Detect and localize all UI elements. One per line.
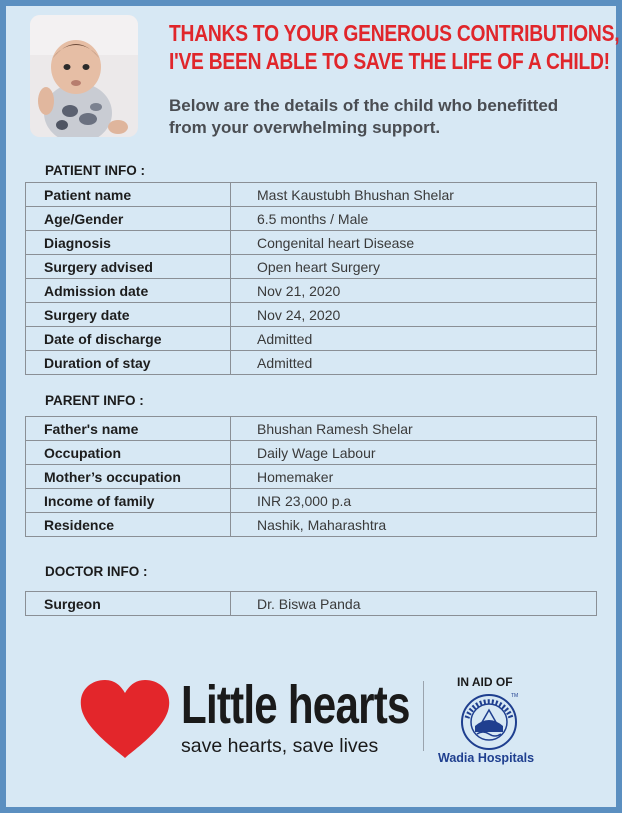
table-row	[26, 465, 597, 489]
patient-info-table	[25, 182, 597, 375]
brand-tagline: save hearts, save lives	[181, 735, 379, 757]
divider	[423, 681, 424, 751]
child-photo	[30, 15, 138, 137]
headline-line-1: THANKS TO YOUR GENEROUS CONTRIBUTIONS,	[169, 20, 620, 46]
row-value: Admitted	[231, 351, 597, 375]
row-value: Nashik, Maharashtra	[231, 513, 597, 537]
doctor-info-title: DOCTOR INFO :	[45, 564, 148, 579]
headline	[169, 19, 620, 75]
table-row	[26, 351, 597, 375]
table-row	[26, 327, 597, 351]
row-label: Mother’s occupation	[26, 465, 231, 489]
row-value: Admitted	[231, 327, 597, 351]
row-value: Dr. Biswa Panda	[231, 592, 597, 616]
row-value: Homemaker	[231, 465, 597, 489]
table-row	[26, 255, 597, 279]
table-row	[26, 279, 597, 303]
row-label: Income of family	[26, 489, 231, 513]
hospital-name: Wadia Hospitals	[438, 751, 535, 765]
seal-tm: TM	[511, 693, 519, 699]
row-value: 6.5 months / Male	[231, 207, 597, 231]
row-value: Congenital heart Disease	[231, 231, 597, 255]
in-aid-of-label: IN AID OF	[457, 675, 513, 689]
row-value: Nov 24, 2020	[231, 303, 597, 327]
wadia-seal-logo	[457, 688, 521, 752]
subline-line-1: Below are the details of the child who benefitted	[169, 96, 559, 115]
row-value: Nov 21, 2020	[231, 279, 597, 303]
row-value: INR 23,000 p.a	[231, 489, 597, 513]
subline	[169, 95, 609, 139]
table-row	[26, 303, 597, 327]
row-label: Surgeon	[26, 592, 231, 616]
table-row	[26, 183, 597, 207]
row-label: Date of discharge	[26, 327, 231, 351]
doctor-info-table	[25, 591, 597, 616]
row-label: Admission date	[26, 279, 231, 303]
brand-footer	[79, 675, 599, 785]
row-label: Surgery advised	[26, 255, 231, 279]
donation-card	[6, 6, 620, 807]
table-row	[26, 231, 597, 255]
table-row	[26, 489, 597, 513]
row-label: Residence	[26, 513, 231, 537]
parent-info-table	[25, 416, 597, 537]
row-label: Patient name	[26, 183, 231, 207]
parent-info-title: PARENT INFO :	[45, 393, 144, 408]
row-label: Diagnosis	[26, 231, 231, 255]
patient-info-title: PATIENT INFO :	[45, 163, 145, 178]
child-photo-image	[30, 15, 138, 137]
row-label: Surgery date	[26, 303, 231, 327]
row-value: Mast Kaustubh Bhushan Shelar	[231, 183, 597, 207]
table-row	[26, 592, 597, 616]
table-row	[26, 417, 597, 441]
headline-line-2: I'VE BEEN ABLE TO SAVE THE LIFE OF A CHILD!	[169, 48, 610, 74]
row-value: Open heart Surgery	[231, 255, 597, 279]
row-value: Daily Wage Labour	[231, 441, 597, 465]
subline-line-2: from your overwhelming support.	[169, 118, 441, 137]
row-value: Bhushan Ramesh Shelar	[231, 417, 597, 441]
row-label: Father's name	[26, 417, 231, 441]
table-row	[26, 513, 597, 537]
row-label: Occupation	[26, 441, 231, 465]
table-row	[26, 441, 597, 465]
row-label: Duration of stay	[26, 351, 231, 375]
heart-icon	[79, 680, 171, 760]
table-row	[26, 207, 597, 231]
row-label: Age/Gender	[26, 207, 231, 231]
brand-name: Little hearts	[181, 675, 410, 735]
